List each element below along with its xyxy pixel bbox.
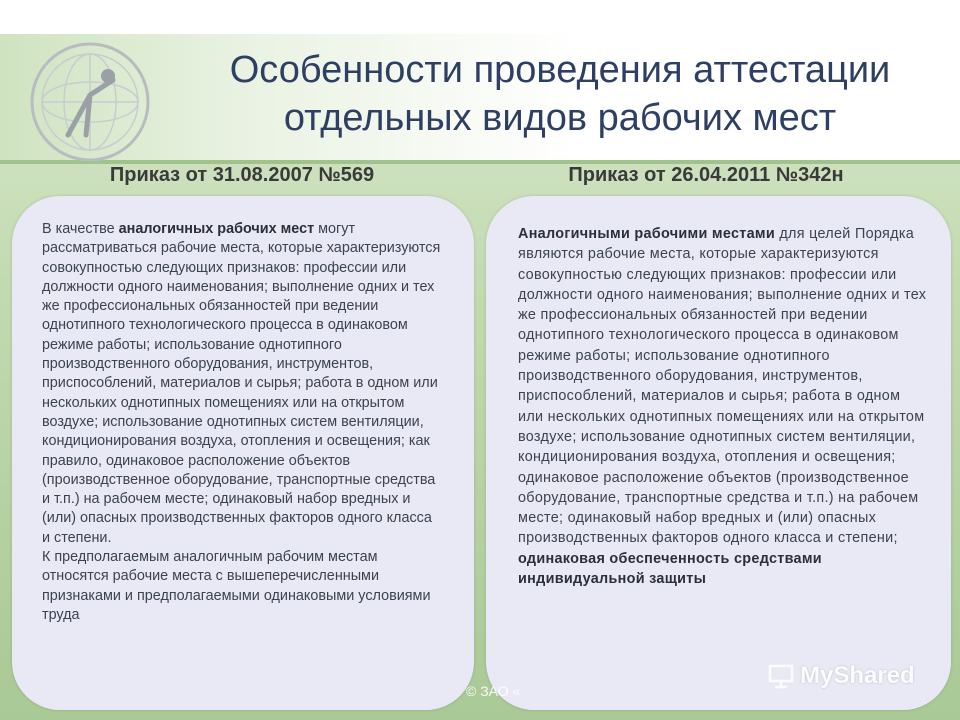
right-text-panel bbox=[486, 196, 951, 710]
watermark bbox=[768, 660, 915, 692]
left-text-paragraph-2: К предполагаемым аналогичным рабочим местам относятся рабочие места с вышеперечисленными признаками и предполагаемыми одинаковыми условиями труда bbox=[42, 549, 431, 623]
right-column-heading: Приказ от 26.04.2011 №342н bbox=[568, 164, 844, 186]
globe-logo-icon bbox=[28, 40, 153, 165]
title-line-1: Особенности проведения аттестации bbox=[229, 49, 891, 91]
title-line-2: отдельных видов рабочих мест bbox=[283, 97, 837, 139]
left-panel-text bbox=[42, 220, 442, 625]
right-panel-text bbox=[518, 224, 928, 589]
copyright-text: © ЗАО « bbox=[466, 683, 521, 699]
watermark-text: MyShared bbox=[800, 662, 915, 689]
slide-title bbox=[170, 46, 950, 142]
presentation-icon bbox=[768, 663, 794, 689]
left-text-bold-term: аналогичных рабочих мест bbox=[118, 221, 315, 237]
left-text-intro: В качестве bbox=[42, 221, 119, 237]
left-column-heading: Приказ от 31.08.2007 №569 bbox=[109, 164, 375, 186]
left-text-body: могут рассматриваться рабочие места, которые характеризуются совокупностью следующих признаков: профессии или должности одного наименования; выполнение одних и тех же профессиональных обязанностей при ведении однотипного технологического процесса в одинаковом режиме работы; использование однотипного производственного оборудования, инструментов, приспособлений, материалов и сырья; работа в одном или нескольких однотипных помещениях или на открытом воздухе; использование однотипных систем вентиляции, кондиционирования воздуха, отопления и освещения; как правило, одинаковое расположение объектов (производственное оборудование, транспортные средства и т.п.) на рабочем месте; одинаковый набор вредных и (или) опасных производственных факторов одного класса и степени. bbox=[42, 221, 441, 546]
right-text-body: для целей Порядка являются рабочие места, которые характеризуются совокупностью следующих признаков: профессии или должности одного наименования; выполнение одних и тех же профессиональных обязанностей при ведении однотипного технологического процесса в одинаковом режиме работы; использование однотипного производственного оборудования, инструментов, приспособлений, материалов и сырья; работа в одном или нескольких однотипных помещениях или на открытом воздухе; использование однотипных систем вентиляции, кондиционирования воздуха, отопления и освещения; одинаковое расположение объектов (производственное оборудование, транспортные средства и т.п.) на рабочем месте; одинаковый набор вредных и (или) опасных производственных факторов одного класса и степени; bbox=[518, 226, 927, 547]
right-text-bold-ending: одинаковая обеспеченность средствами индивидуальной защиты bbox=[518, 550, 822, 588]
left-text-panel bbox=[12, 196, 474, 710]
right-text-bold-term: Аналогичными рабочими местами bbox=[518, 226, 776, 242]
top-strip bbox=[0, 0, 960, 34]
